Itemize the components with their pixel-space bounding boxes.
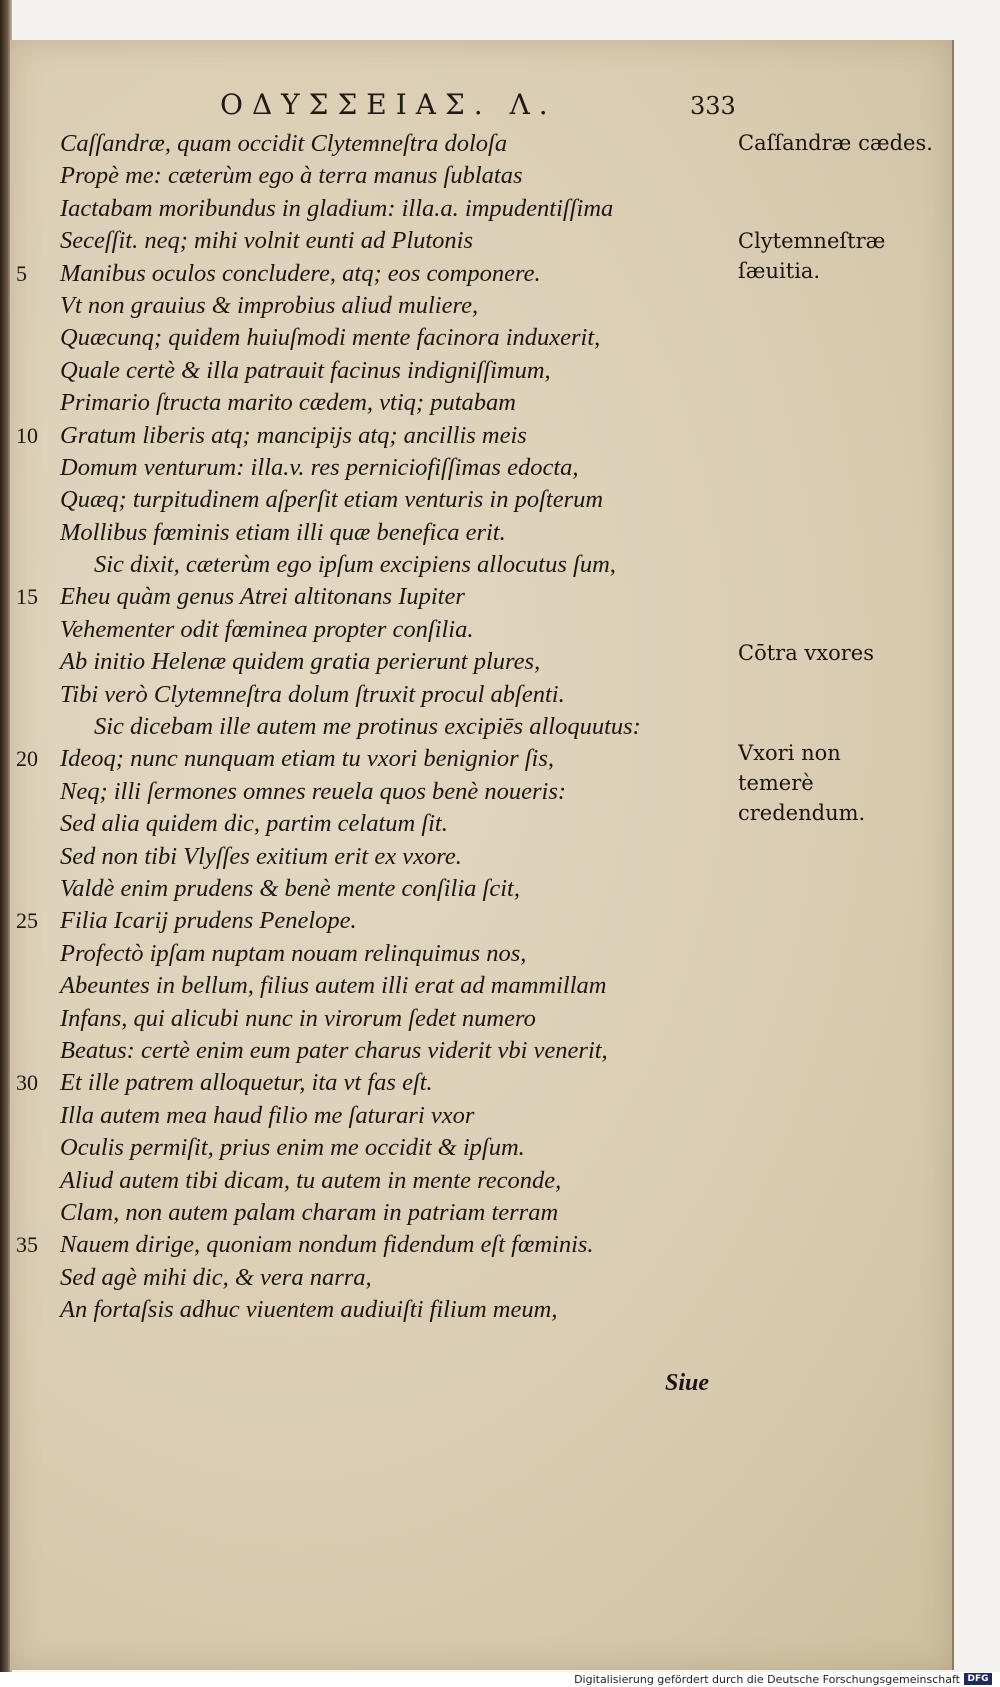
verse-line: [60, 452, 740, 484]
verse-text: Quæq; turpitudinem aſperſit etiam venturis in poſterum: [60, 486, 604, 514]
running-head: ΟΔΥΣΣΕΙΑΣ. Λ.: [220, 88, 557, 121]
verse-text: Tibi verò Clytemneſtra dolum ſtruxit procul abſenti.: [60, 680, 565, 708]
verse-text: Abeuntes in bellum, filius autem illi erat ad mammillam: [60, 972, 607, 1000]
verse-text: Eheu quàm genus Atrei altitonans Iupiter: [60, 583, 465, 611]
verse-text: Vehementer odit fœminea propter conſilia.: [60, 615, 474, 643]
verse-text: Nauem dirige, quoniam nondum fidendum eſt fœminis.: [60, 1231, 594, 1259]
verse-text: Ab initio Helenæ quidem gratia perierunt plures,: [60, 648, 541, 676]
verse-line: [16, 420, 740, 452]
verse-line: [16, 743, 740, 775]
verse-text: Sic dixit, cæterùm ego ipſum excipiens allocutus ſum,: [94, 551, 616, 579]
verse-line: [60, 160, 740, 192]
verse-text: Ideoq; nunc nunquam etiam tu vxori benignior ſis,: [60, 745, 555, 773]
line-number: 5: [16, 260, 27, 286]
verse-text: Propè me: cæterùm ego à terra manus ſublatas: [60, 162, 523, 190]
verse-text: Illa autem mea haud filio me ſaturari vxor: [60, 1101, 475, 1129]
verse-line: [60, 549, 740, 581]
verse-line: [60, 711, 740, 743]
line-number: 25: [16, 908, 38, 934]
verse-line: [60, 290, 740, 322]
verse-line: [60, 517, 740, 549]
verse-line: [60, 679, 740, 711]
page-number: 333: [690, 92, 736, 120]
verse-line: [60, 776, 740, 808]
verse-text: Sed agè mihi dic, & vera narra,: [60, 1263, 372, 1291]
verse-text: Infans, qui alicubi nunc in virorum ſedet numero: [60, 1004, 536, 1032]
verse-text: Quale certè & illa patrauit facinus indigniſſimum,: [60, 356, 551, 384]
verse-text: Profectò ipſam nuptam nouam relinquimus nos,: [60, 939, 527, 967]
verse-line: [16, 905, 740, 937]
verse-line: [60, 1197, 740, 1229]
verse-text: Et ille patrem alloquetur, ita vt fas eſt.: [60, 1069, 433, 1097]
verse-text: Clam, non autem palam charam in patriam terram: [60, 1198, 559, 1226]
verse-text: Manibus oculos concludere, atq; eos componere.: [60, 259, 541, 287]
margin-note-clytemnestra: Clytemneſtræ ſæuitia.: [738, 229, 886, 283]
dfg-logo: DFG: [964, 1673, 992, 1685]
footer-bar: [0, 1672, 1000, 1687]
verse-line: [60, 387, 740, 419]
verse-text: Caſſandræ, quam occidit Clytemneſtra doloſa: [60, 130, 508, 157]
verse-line: [60, 225, 740, 257]
verse-line: [60, 646, 740, 678]
verse-line: [16, 258, 740, 290]
verse-line: [60, 193, 740, 225]
verse-line: [60, 1035, 740, 1067]
line-number: 10: [16, 422, 38, 448]
verse-line: [60, 1100, 740, 1132]
verse-line: [60, 128, 740, 160]
verse-line: [16, 581, 740, 613]
verse-line: [60, 1132, 740, 1164]
verse-line: [60, 808, 740, 840]
verse-text: Valdè enim prudens & benè mente conſilia ſcit,: [60, 874, 520, 902]
verse-line: [60, 938, 740, 970]
book-page: [10, 40, 954, 1670]
verse-line: [60, 1262, 740, 1294]
footer-credit: Digitalisierung gefördert durch die Deutsche Forschungsgemeinschaft: [574, 1673, 960, 1686]
verse-text: Iactabam moribundus in gladium: illa.a. impudentiſſima: [60, 194, 614, 222]
margin-note-contra-vxores: Cōtra vxores: [738, 641, 874, 665]
verse-line: [60, 970, 740, 1002]
line-number: 20: [16, 746, 38, 772]
verse-text: Sed non tibi Vlyſſes exitium erit ex vxore.: [60, 842, 462, 870]
margin-note-vxori: Vxori non temerè credendum.: [738, 741, 866, 825]
verse-text: Filia Icarij prudens Penelope.: [60, 907, 357, 935]
verse-line: [60, 1003, 740, 1035]
verse-line: [60, 1165, 740, 1197]
verse-text: An fortaſsis adhuc viuentem audiuiſti filium meum,: [60, 1296, 558, 1324]
verse-text: Primario ſtructa marito cædem, vtiq; putabam: [60, 389, 516, 417]
verse-line: [60, 1294, 740, 1326]
verse-line: [16, 1229, 740, 1261]
verse-text: Gratum liberis atq; mancipijs atq; ancillis meis: [60, 421, 527, 449]
verse-text: Aliud autem tibi dicam, tu autem in mente reconde,: [60, 1166, 562, 1194]
line-number: 15: [16, 584, 38, 610]
verse-line: [60, 614, 740, 646]
verse-line: [60, 873, 740, 905]
verse-text: Neq; illi ſermones omnes reuela quos benè noueris:: [60, 777, 567, 805]
verse-text: Seceſſit. neq; mihi volnit eunti ad Plutonis: [60, 227, 474, 255]
verse-line: [16, 1067, 740, 1099]
verse-text: Vt non grauius & improbius aliud muliere,: [60, 291, 479, 319]
verse-line: [60, 322, 740, 354]
verse-block: [16, 128, 740, 1326]
verse-text: Mollibus fœminis etiam illi quæ benefica erit.: [60, 518, 506, 546]
verse-text: Sed alia quidem dic, partim celatum ſit.: [60, 810, 448, 838]
verse-text: Quæcunq; quidem huiuſmodi mente facinora induxerit,: [60, 324, 601, 352]
margin-note-cassandra: Caſſandræ cædes.: [738, 131, 933, 155]
line-number: 35: [16, 1232, 38, 1258]
verse-text: Sic dicebam ille autem me protinus excipiēs alloquutus:: [94, 713, 641, 741]
line-number: 30: [16, 1070, 38, 1096]
catchword: Siue: [665, 1370, 710, 1396]
verse-text: Domum venturum: illa.v. res perniciofiſſimas edocta,: [60, 453, 579, 481]
verse-line: [60, 841, 740, 873]
verse-text: Oculis permiſit, prius enim me occidit & ipſum.: [60, 1134, 525, 1162]
verse-text: Beatus: certè enim eum pater charus viderit vbi venerit,: [60, 1036, 608, 1064]
verse-line: [60, 355, 740, 387]
verse-line: [60, 484, 740, 516]
